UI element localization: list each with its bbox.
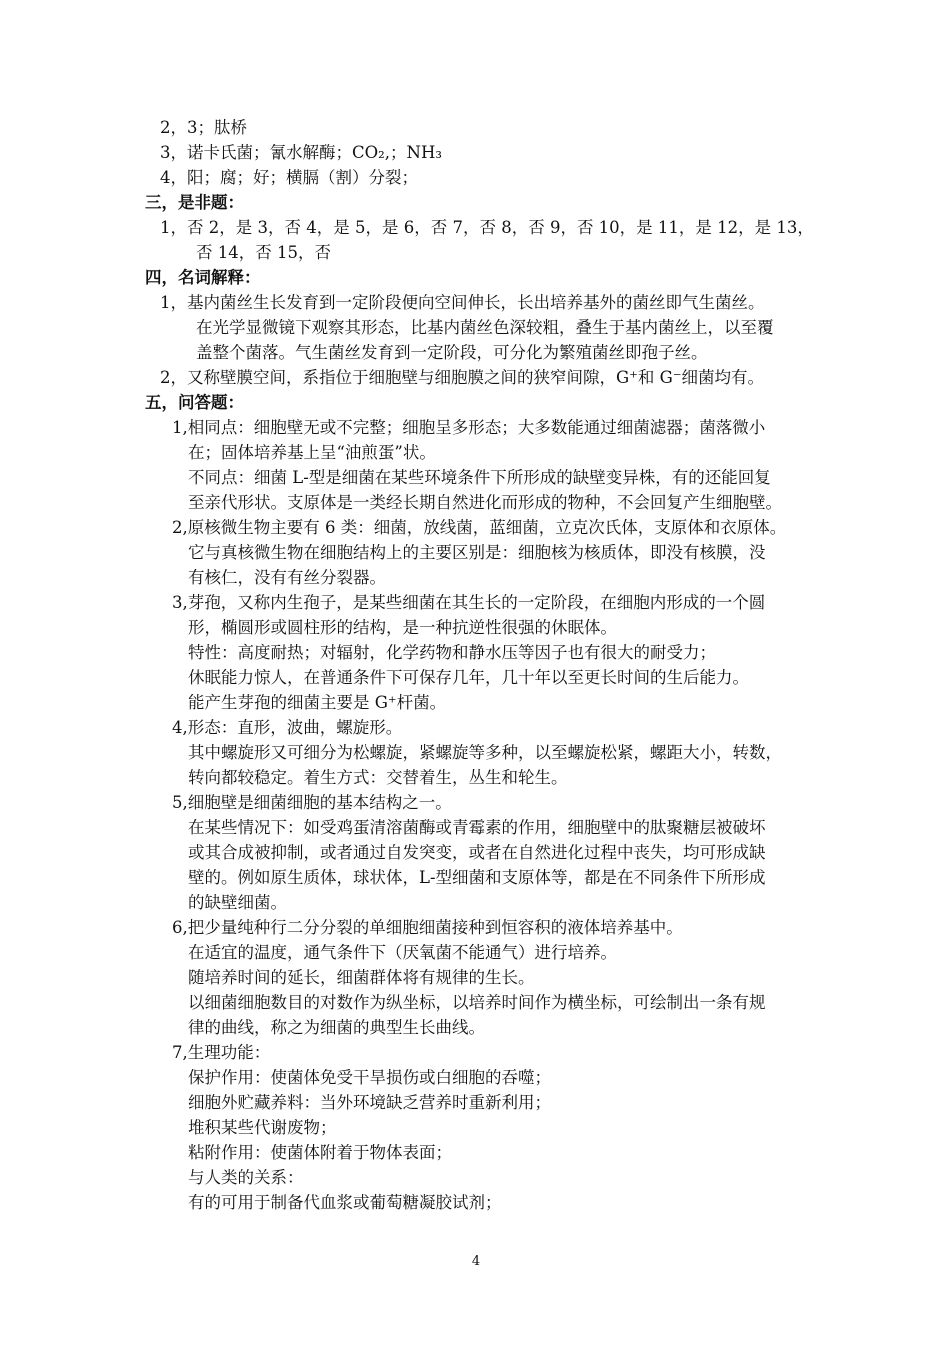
answer-line: 以细菌细胞数目的对数作为纵坐标，以培养时间作为横坐标，可绘制出一条有规 <box>188 993 766 1012</box>
answer-line: 3，诺卡氏菌；氰水解酶；CO₂,；NH₃ <box>160 143 442 162</box>
answer-line: 2，3；肽桥 <box>160 118 247 137</box>
answer-line: 2，又称壁膜空间，系指位于细胞壁与细胞膜之间的狭窄间隙，G⁺和 G⁻细菌均有。 <box>160 368 765 387</box>
answer-line: 盖整个菌落。气生菌丝发育到一定阶段，可分化为繁殖菌丝即孢子丝。 <box>196 343 708 362</box>
answer-line: 或其合成被抑制，或者通过自发突变，或者在自然进化过程中丧失，均可形成缺 <box>188 843 766 862</box>
answer-line: 在适宜的温度，通气条件下（厌氧菌不能通气）进行培养。 <box>188 943 617 962</box>
answer-line: 在；固体培养基上呈“油煎蛋”状。 <box>188 443 436 462</box>
answer-line: 5,细胞壁是细菌细胞的基本结构之一。 <box>172 793 452 812</box>
answer-line: 壁的。例如原生质体，球状体，L-型细菌和支原体等，都是在不同条件下所形成 <box>188 868 766 887</box>
answer-line: 在某些情况下：如受鸡蛋清溶菌酶或青霉素的作用，细胞壁中的肽聚糖层被破坏 <box>188 818 766 837</box>
section-heading: 四，名词解释： <box>145 268 261 287</box>
answer-line: 随培养时间的延长，细菌群体将有规律的生长。 <box>188 968 535 987</box>
answer-line: 形，椭圆形或圆柱形的结构，是一种抗逆性很强的休眠体。 <box>188 618 617 637</box>
answer-line: 至亲代形状。支原体是一类经长期自然进化而形成的物种，不会回复产生细胞壁。 <box>188 493 782 512</box>
answer-line: 7,生理功能： <box>172 1043 271 1062</box>
answer-line: 的缺壁细菌。 <box>188 893 287 912</box>
answer-line: 细胞外贮藏养料：当外环境缺乏营养时重新利用； <box>188 1093 551 1112</box>
answer-line: 1，否 2，是 3，否 4，是 5，是 6，否 7，否 8，否 9，否 10，是 11，是 12，是 13， <box>160 218 814 237</box>
answer-line: 能产生芽孢的细菌主要是 G⁺杆菌。 <box>188 693 447 712</box>
answer-line: 粘附作用：使菌体附着于物体表面； <box>188 1143 452 1162</box>
page-number: 4 <box>471 1254 481 1269</box>
answer-line: 保护作用：使菌体免受干旱损伤或白细胞的吞噬； <box>188 1068 551 1087</box>
answer-line: 有的可用于制备代血浆或葡萄糖凝胶试剂； <box>188 1193 502 1212</box>
answer-line: 2,原核微生物主要有 6 类：细菌，放线菌，蓝细菌，立克次氏体，支原体和衣原体。 <box>172 518 787 537</box>
answer-line: 4，阳；腐；好；横膈（割）分裂； <box>160 168 418 187</box>
answer-line: 否 14，否 15，否 <box>196 243 331 262</box>
answer-line: 6,把少量纯种行二分分裂的单细胞细菌接种到恒容积的液体培养基中。 <box>172 918 683 937</box>
answer-line: 3,芽孢，又称内生孢子，是某些细菌在其生长的一定阶段，在细胞内形成的一个圆 <box>172 593 766 612</box>
answer-line: 转向都较稳定。着生方式：交替着生，丛生和轮生。 <box>188 768 568 787</box>
answer-line: 1,相同点：细胞壁无或不完整；细胞呈多形态；大多数能通过细菌滤器；菌落微小 <box>172 418 766 437</box>
answer-line: 休眠能力惊人，在普通条件下可保存几年，几十年以至更长时间的生后能力。 <box>188 668 749 687</box>
answer-line: 不同点：细菌 L-型是细菌在某些环境条件下所形成的缺壁变异株，有的还能回复 <box>188 468 771 487</box>
answer-line: 有核仁，没有有丝分裂器。 <box>188 568 386 587</box>
answer-line: 律的曲线，称之为细菌的典型生长曲线。 <box>188 1018 485 1037</box>
section-heading: 五，问答题： <box>145 393 244 412</box>
answer-line: 在光学显微镜下观察其形态，比基内菌丝色深较粗，叠生于基内菌丝上，以至覆 <box>196 318 774 337</box>
answer-line: 它与真核微生物在细胞结构上的主要区别是：细胞核为核质体，即没有核膜，没 <box>188 543 766 562</box>
answer-line: 与人类的关系： <box>188 1168 304 1187</box>
answer-line: 1，基内菌丝生长发育到一定阶段便向空间伸长，长出培养基外的菌丝即气生菌丝。 <box>160 293 765 312</box>
section-heading: 三，是非题： <box>145 193 244 212</box>
answer-line: 4,形态：直形，波曲，螺旋形。 <box>172 718 403 737</box>
answer-line: 特性：高度耐热；对辐射，化学药物和静水压等因子也有很大的耐受力； <box>188 643 716 662</box>
answer-line: 堆积某些代谢废物； <box>188 1118 337 1137</box>
answer-line: 其中螺旋形又可细分为松螺旋，紧螺旋等多种，以至螺旋松紧，螺距大小，转数， <box>188 743 782 762</box>
